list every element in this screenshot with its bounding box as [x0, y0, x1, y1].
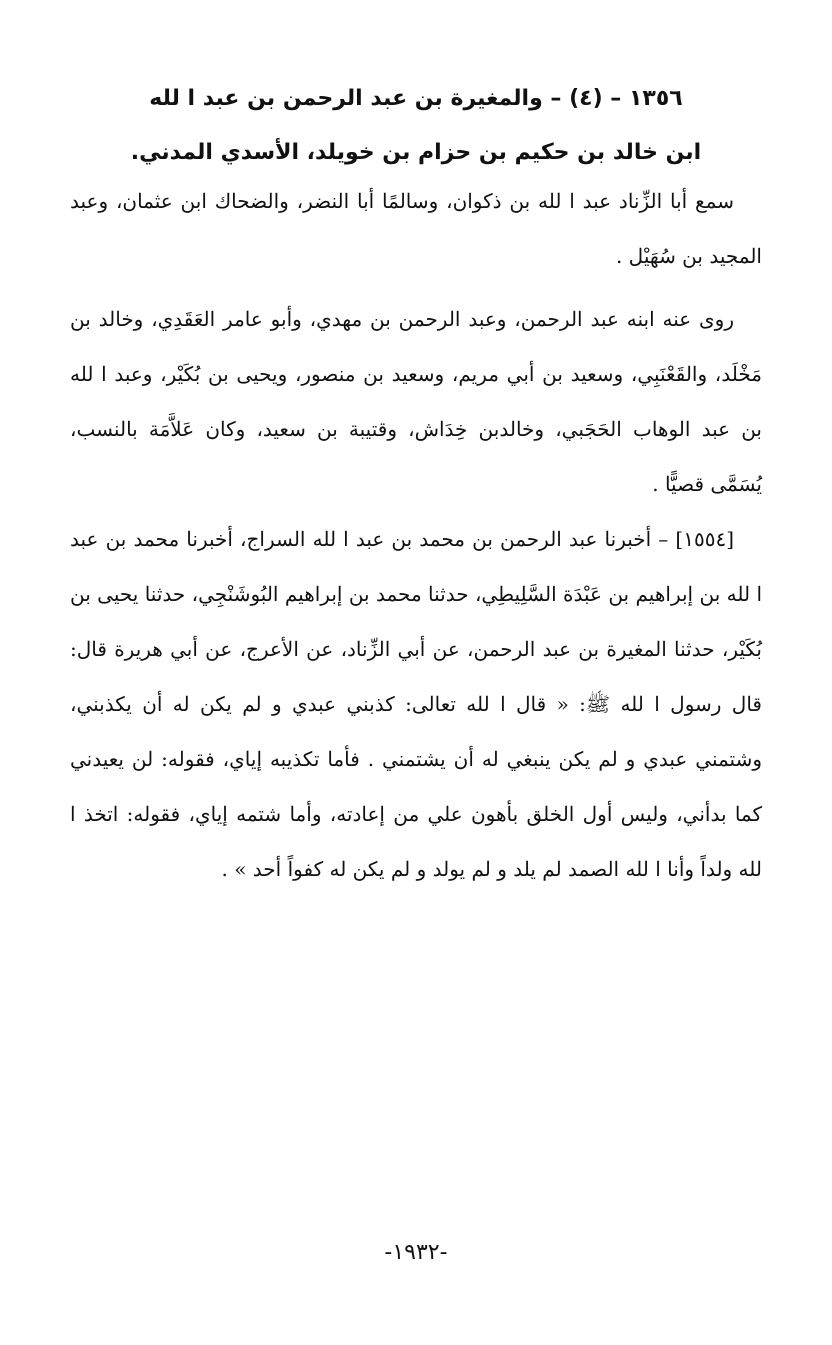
- students-paragraph: روى عنه ابنه عبد الرحمن، وعبد الرحمن بن مهدي، وأبو عامر العَقَدِي، وخالد بن مَخْلَد، والقَعْنَبِي، وسعيد بن أبي مريم، وسعيد بن منصور، ويحيى بن بُكَيْر، وعبد ا لله بن عبد الوهاب الحَجَبي، وخالدبن خِدَاش، وقتيبة بن سعيد، وكان عَلاَّمَة بالنسب، يُسَمَّى قصيًّا .: [70, 307, 762, 496]
- entry-heading-line1: ١٣٥٦ – (٤) – والمغيرة بن عبد الرحمن بن عبد ا لله: [149, 86, 683, 111]
- page-body: [70, 84, 762, 897]
- entry-heading-line2: ابن خالد بن حكيم بن حزام بن خويلد، الأسدي المدني.: [130, 140, 702, 165]
- hadith-paragraph: [١٥٥٤] – أخبرنا عبد الرحمن بن محمد بن عبد ا لله السراج، أخبرنا محمد بن عبد ا لله بن إبراهيم بن عَبْدَة السَّلِيطِي، حدثنا محمد بن إبراهيم البُوشَنْجِي، حدثنا يحيى بن بُكَيْر، حدثنا المغيرة بن عبد الرحمن، عن أبي الزِّناد، عن الأعرج، عن أبي هريرة قال: قال رسول ا لله ﷺ: « قال ا لله تعالى: كذبني عبدي و لم يكن له أن يكذبني، وشتمني عبدي و لم يكن ينبغي له أن يشتمني . فأما تكذيبه إياي، فقوله: لن يعيدني كما بدأني، وليس أول الخلق بأهون علي من إعادته، وأما شتمه إياي، فقوله: اتخذ ا لله ولداً وأنا ا لله الصمد لم يلد و لم يولد و لم يكن له كفواً أحد » .: [70, 527, 762, 881]
- teachers-paragraph: سمع أبا الزِّناد عبد ا لله بن ذكوان، وسالمًا أبا النضر، والضحاك ابن عثمان، وعبد المجيد بن سُهَيْل .: [70, 189, 762, 268]
- page-number: -١٩٣٢-: [384, 1240, 448, 1265]
